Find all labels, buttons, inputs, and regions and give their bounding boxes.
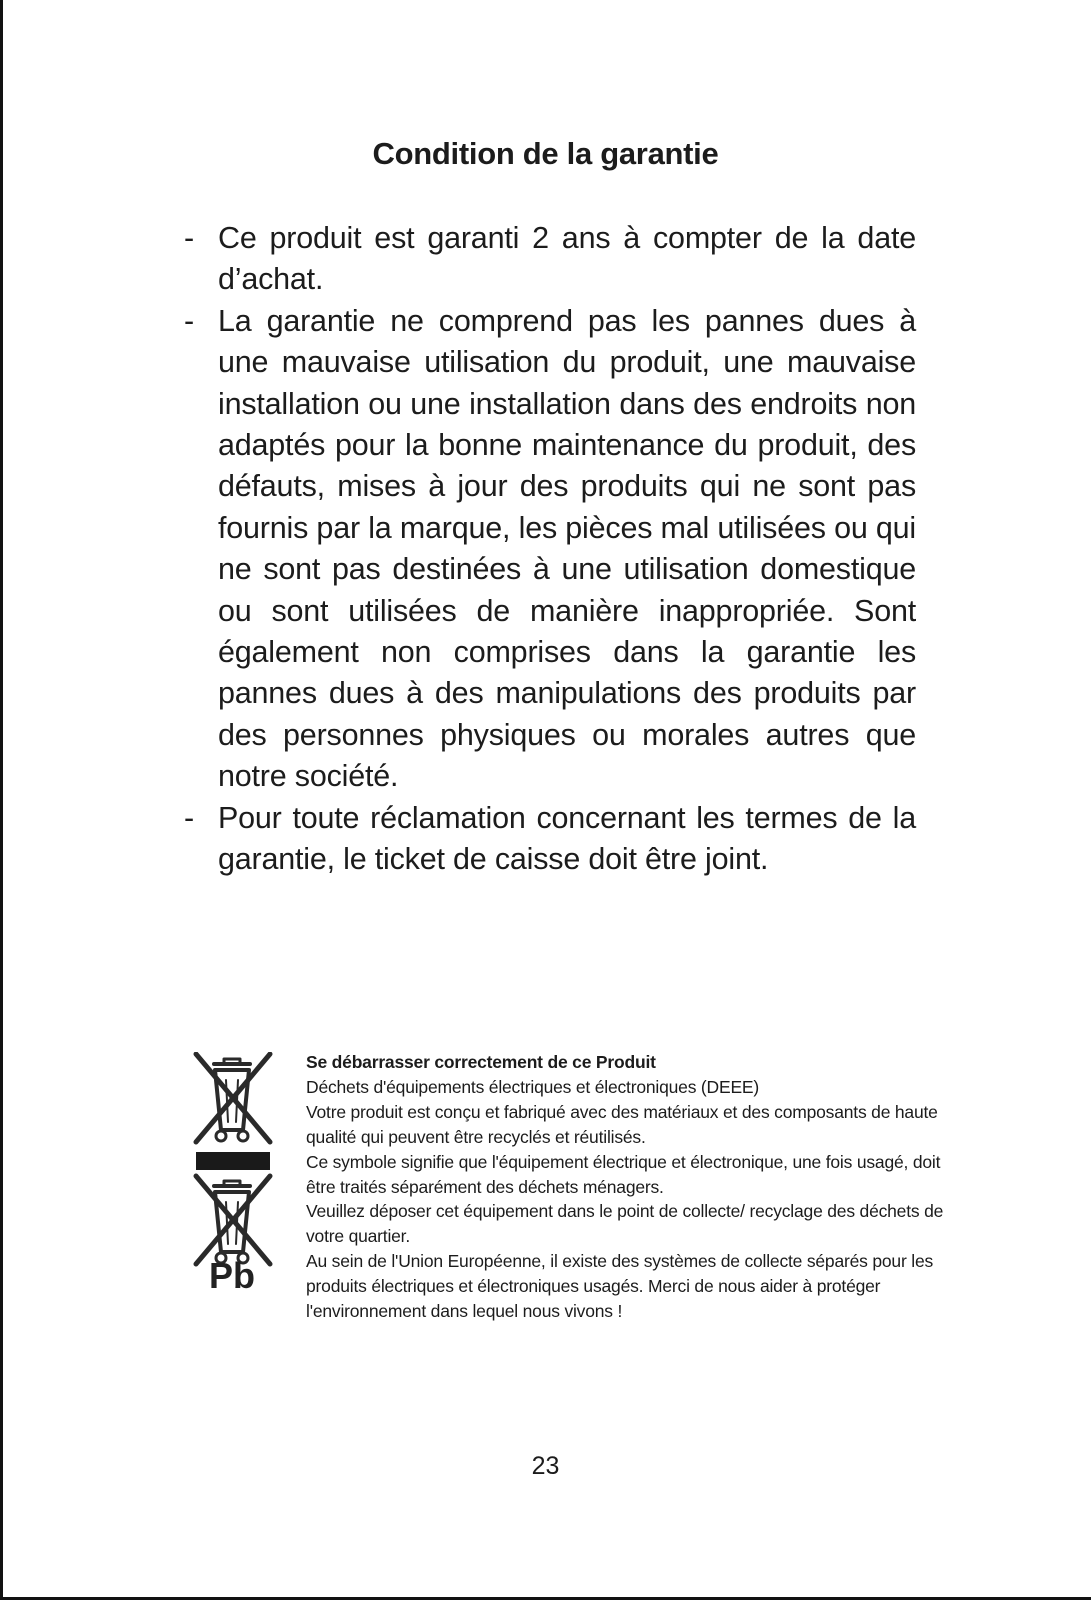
disposal-notice (306, 1050, 954, 1324)
bullet-dash: - (184, 800, 194, 835)
warranty-conditions-list (184, 218, 916, 881)
list-item (184, 218, 916, 301)
list-item (184, 798, 916, 881)
disposal-line: Veuillez déposer cet équipement dans le point de collecte/ recyclage des déchets de votre quartier. (306, 1201, 944, 1247)
list-item (184, 301, 916, 798)
page-number: 23 (531, 1452, 560, 1480)
disposal-line: Votre produit est conçu et fabriqué avec des matériaux et des composants de haute qualité qui peuvent être recyclés et réutilisés. (306, 1101, 938, 1147)
disposal-line: Déchets d'équipements électriques et électroniques (DEEE) (306, 1076, 760, 1097)
disposal-line: Ce symbole signifie que l'équipement électrique et électronique, une fois usagé, doit être traités séparément des déchets ménagers. (306, 1151, 941, 1197)
page-left-border (0, 0, 3, 1600)
disposal-line: Au sein de l'Union Européenne, il existe des systèmes de collecte séparés pour les produits électriques et électroniques usagés. Merci de nous aider à protéger l'environnement dans lequel nous vivons ! (306, 1251, 934, 1322)
bullet-dash: - (184, 303, 194, 338)
disposal-heading: Se débarrasser correctement de ce Produit (306, 1052, 656, 1072)
list-item-text: Pour toute réclamation concernant les termes de la garantie, le ticket de caisse doit être joint. (218, 800, 916, 877)
lead-symbol-text: Pb (208, 1255, 256, 1292)
bullet-dash: - (184, 221, 194, 255)
list-item-text: Ce produit est garanti 2 ans à compter de la date d’achat. (218, 221, 916, 297)
weee-crossed-bin-icon (190, 1052, 275, 1292)
page-title: Condition de la garantie (372, 136, 719, 171)
list-item-text: La garantie ne comprend pas les pannes dues à une mauvaise utilisation du produit, une mauvaise installation ou une installation dans des endroits non adaptés pour la bonne maintenance du produit, des défauts, mises à jour des produits qui ne sont pas fournis par la marque, les pièces mal utilisées ou qui ne sont pas destinées à une utilisation domestique ou sont utilisées de manière inappropriée. Sont également non comprises dans la garantie les pannes dues à des manipulations des produits par des personnes physiques ou morales autres que notre société. (218, 303, 916, 794)
